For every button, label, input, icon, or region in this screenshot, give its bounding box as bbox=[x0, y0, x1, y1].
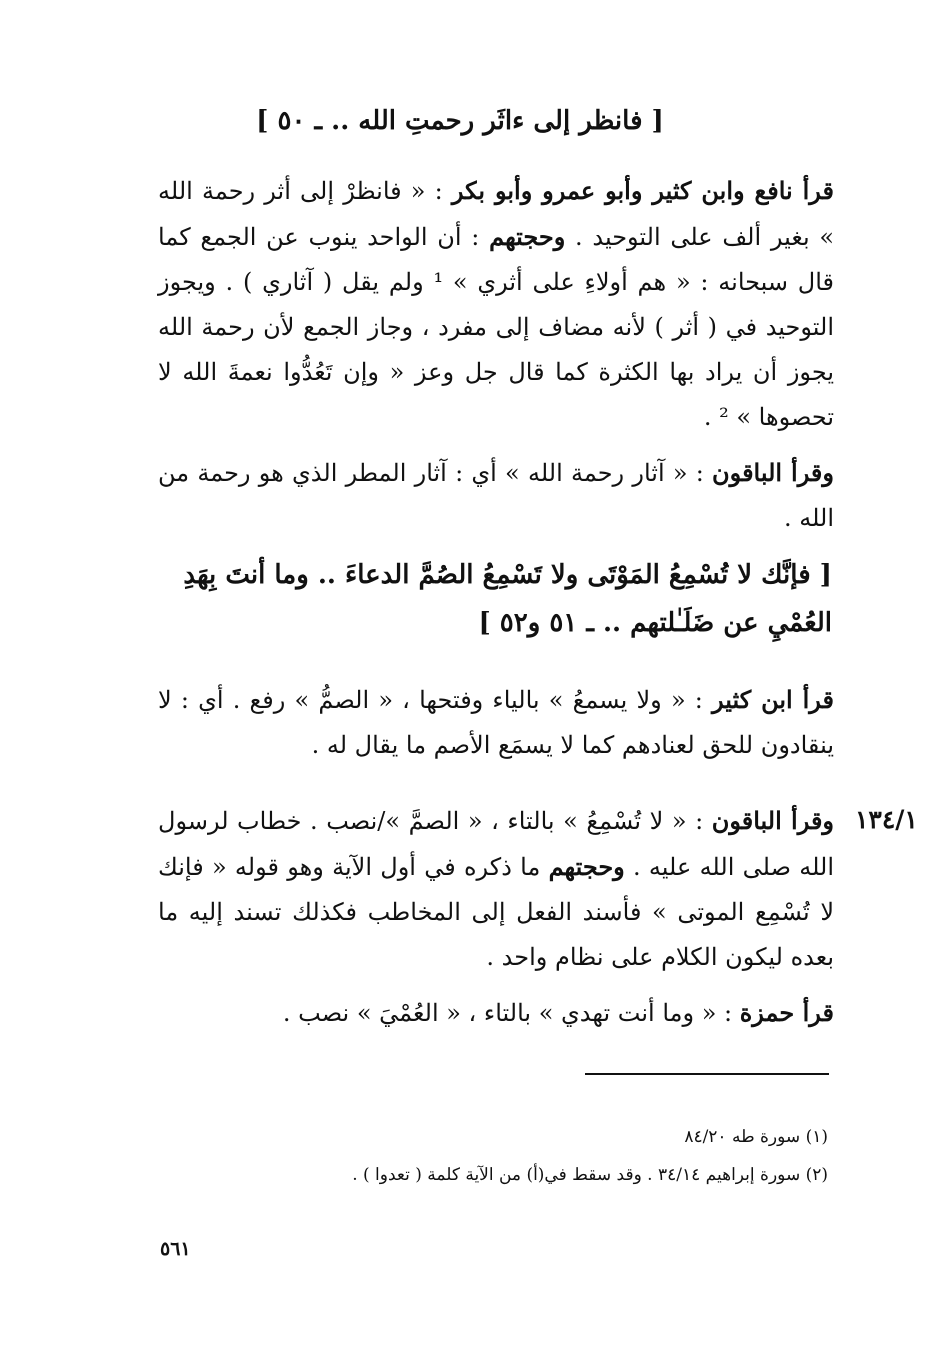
reciters-lead: قرأ حمزة bbox=[739, 998, 834, 1027]
footnote-1: (١) سورة طه ٨٤/٢٠ bbox=[684, 1127, 828, 1147]
paragraph-3 bbox=[158, 677, 834, 768]
paragraph-4 bbox=[158, 798, 834, 980]
reciters-lead: قرأ ابن كثير bbox=[712, 685, 834, 714]
paragraph-5 bbox=[158, 990, 834, 1036]
section-heading-2-line-2: العُمْيِ عن ضَلَـٰلتهم .. ـ ٥١ و٥٢ ] bbox=[478, 608, 832, 638]
paragraph-text: : « وما أنت تهدي » بالتاء ، « العُمْيَ » نصب . bbox=[282, 999, 740, 1027]
paragraph-2 bbox=[158, 450, 834, 541]
footnote-2: (٢) سورة إبراهيم ٣٤/١٤ . وقد سقط في(أ) من الآية كلمة ( تعدوا ) . bbox=[352, 1165, 828, 1185]
manuscript-folio-note: ١٣٤/١ bbox=[855, 805, 918, 834]
paragraph-text: : « فانظرْ إلى أثر رحمة الله » بغير ألف على التوحيد . bbox=[158, 177, 835, 251]
argument-lead: وحجتهم bbox=[489, 222, 566, 251]
argument-lead: وحجتهم bbox=[548, 852, 625, 881]
reciters-lead: وقرأ الباقون bbox=[711, 806, 835, 835]
section-heading-2-line-1: [ فإنَّك لا تُسْمِعُ المَوْتَى ولا تَسْمِعُ الصُمَّ الدعاءَ .. وما أنتَ بِهَدِ bbox=[183, 560, 832, 590]
section-heading-1: [ فانظر إلى ءاثَر رحمتِ الله .. ـ ٥٠ ] bbox=[256, 106, 664, 136]
reciters-lead: وقرأ الباقون bbox=[712, 458, 834, 487]
paragraph-1 bbox=[158, 168, 834, 440]
paragraph-text: : « آثار رحمة الله » أي : آثار المطر الذي هو رحمة من الله . bbox=[158, 459, 834, 532]
paragraph-text: : « ولا يسمعُ » بالياء وفتحها ، « الصمُّ » رفع . أي : لا ينقادون للحق لعنادهم كما لا يسمَع الأصم ما يقال له . bbox=[158, 686, 834, 759]
page-number: ٥٦١ bbox=[160, 1238, 191, 1260]
footnote-divider bbox=[585, 1073, 829, 1075]
reciters-lead: قرأ نافع وابن كثير وأبو عمرو وأبو بكر bbox=[451, 176, 834, 205]
paragraph-text: : « لا تُسْمِعُ » بالتاء ، « الصمَّ »/نصب . خطاب لرسول الله صلى الله عليه . bbox=[158, 807, 834, 881]
paragraph-text: ما ذكره في أول الآية وهو قوله « فإنك لا تُسْمِع الموتى » فأسند الفعل إلى المخاطب فكذلك تسند إليه ما بعده ليكون الكلام على نظام واحد . bbox=[158, 853, 834, 971]
paragraph-text: : أن الواحد ينوب عن الجمع كما قال سبحانه : « هم أولاءِ على أثري » ¹ ولم يقل ( آثاري ) . ويجوز التوحيد في ( أثر ) لأنه مضاف إلى مفرد ، وجاز الجمع لأن رحمة الله يجوز أن يراد بها الكثرة كما قال جل وعز « وإن تَعُدُّوا نعمةَ الله لا تحصوها » ² . bbox=[158, 223, 834, 431]
